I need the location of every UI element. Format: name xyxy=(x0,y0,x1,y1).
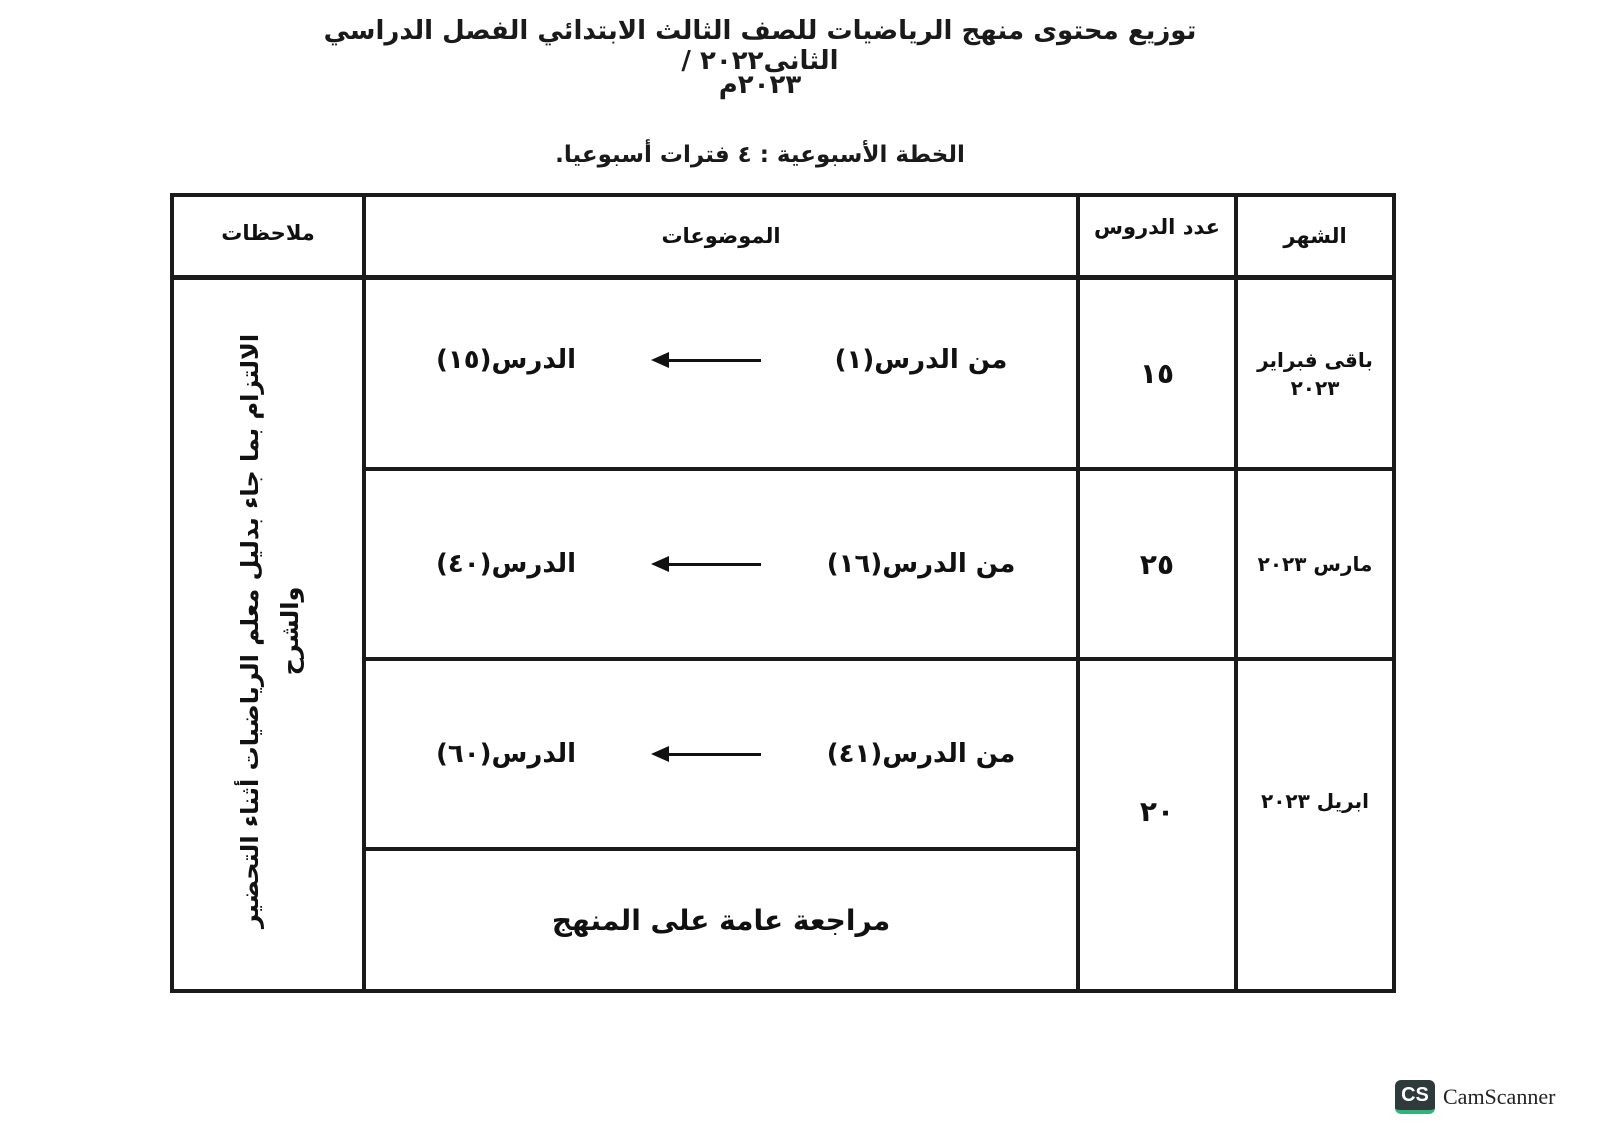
curriculum-table xyxy=(170,193,1396,993)
header-month: الشهر xyxy=(1283,224,1347,248)
lesson-count-cell: ١٥ xyxy=(1139,357,1175,390)
camscanner-watermark xyxy=(1395,1080,1555,1114)
header-lesson-count: عدد الدروس xyxy=(1094,215,1220,239)
document-title: توزيع محتوى منهج الرياضيات للصف الثالث الابتدائي الفصل الدراسي الثانى٢٠٢٢ / xyxy=(323,16,1197,76)
arrow-left-icon xyxy=(651,744,761,764)
lesson-from: من الدرس(١٦) xyxy=(826,549,1016,579)
general-review: مراجعة عامة على المنهج xyxy=(551,903,891,937)
document-title-year: ٢٠٢٣م xyxy=(718,70,802,100)
lesson-count-cell: ٢٠ xyxy=(1139,794,1175,828)
lesson-from: من الدرس(٤١) xyxy=(826,739,1016,769)
arrow-left-icon xyxy=(651,554,761,574)
lesson-to: الدرس(٤٠) xyxy=(435,549,577,579)
weekly-plan-note: الخطة الأسبوعية : ٤ فترات أسبوعيا. xyxy=(555,142,965,168)
lesson-to: الدرس(٦٠) xyxy=(435,739,577,769)
notes-cell xyxy=(178,281,362,981)
month-cell: ابريل ٢٠٢٣ xyxy=(1261,789,1369,813)
topic-range xyxy=(366,280,1076,440)
camscanner-logo-icon: CS xyxy=(1395,1080,1435,1114)
lesson-count-cell: ٢٥ xyxy=(1139,547,1175,581)
lesson-to: الدرس(١٥) xyxy=(435,345,577,375)
camscanner-name: CamScanner xyxy=(1443,1084,1556,1109)
topic-range xyxy=(366,661,1076,847)
header-notes: ملاحظات xyxy=(221,221,315,245)
lesson-from: من الدرس(١) xyxy=(834,345,1008,375)
month-cell: باقى فبراير ٢٠٢٣ xyxy=(1257,347,1373,400)
notes-text: الالتزام بما جاء بدليل معلم الرياضيات أثناء التحضير والشرح xyxy=(236,333,304,929)
header-topics: الموضوعات xyxy=(661,224,781,248)
arrow-left-icon xyxy=(651,350,761,370)
topic-range xyxy=(366,471,1076,657)
month-cell: مارس ٢٠٢٣ xyxy=(1257,552,1373,576)
